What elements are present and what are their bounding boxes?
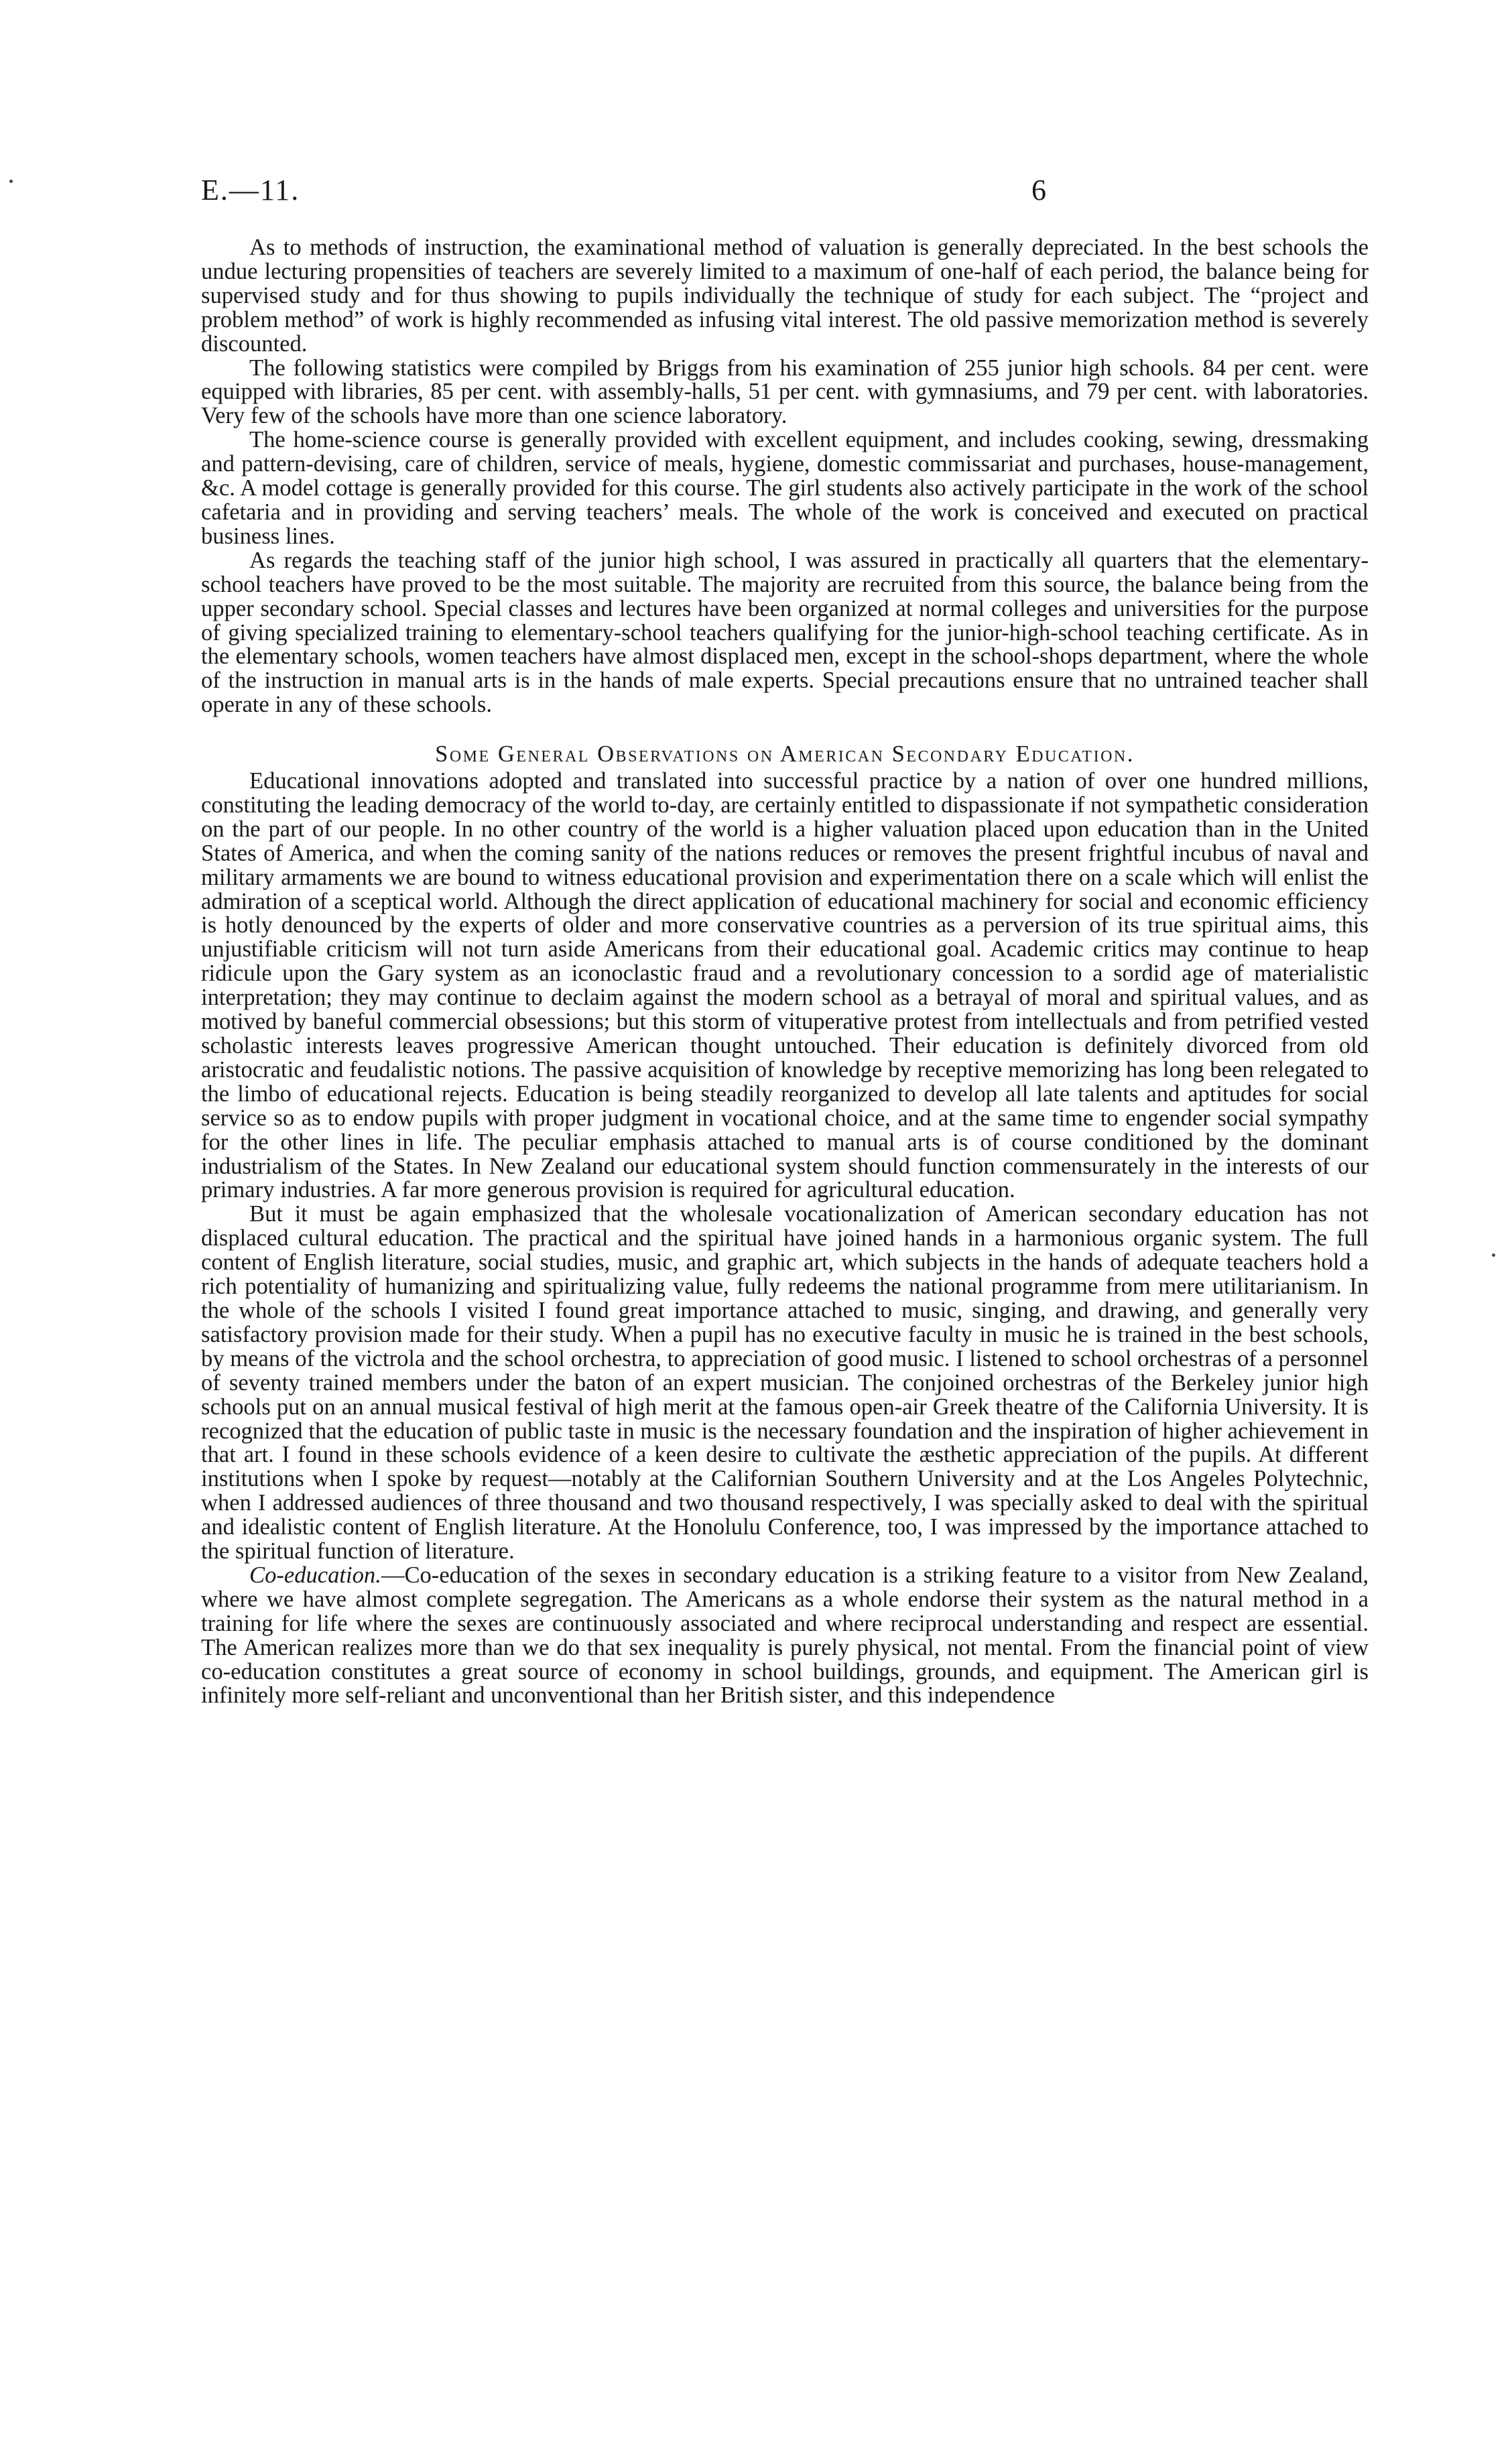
scan-speck xyxy=(1492,1253,1495,1257)
page-number: 6 xyxy=(1031,174,1046,206)
document-reference: E.—11. xyxy=(201,174,300,206)
paragraph-educational-innovations: Educational innovations adopted and translated into successful practice by a nation of over one hundred millions, constituting the leading democracy of the world to-day, are certainly entitled to dispassionate if not sympathetic consideration on the part of our people. In no other country of the world is a higher valuation placed upon education than in the United States of America, and when the coming sanity of the nations reduces or removes the present frightful incubus of naval and military armaments we are bound to witness educational provision and experimentation there on a scale which will enlist the admiration of a sceptical world. Although the direct application of educational machinery for social and economic efficiency is hotly denounced by the experts of older and more conservative countries as a perversion of its true spiritual aims, this unjustifiable criticism will not turn aside Americans from their educational goal. Academic critics may continue to heap ridicule upon the Gary system as an iconoclastic fraud and a revolutionary concession to a sordid age of materialistic interpretation; they may continue to declaim against the modern school as a betrayal of moral and spiritual values, and as motived by baneful commercial obsessions; but this storm of vituperative protest from intellectuals and from petrified vested scholastic interests leaves progressive American thought untouched. Their education is definitely divorced from old aristocratic and feudalistic notions. The passive acquisition of knowledge by receptive memorizing has long been relegated to the limbo of educational rejects. Education is being steadily reorganized to develop all late talents and aptitudes for social service so as to endow pupils with proper judgment in vocational choice, and at the same time to engender social sympathy for the other lines in life. The peculiar emphasis attached to manual arts is of course conditioned by the dominant industrialism of the States. In New Zealand our educational system should function commensurately in the interests of our primary industries. A far more generous provision is required for agricultural education. xyxy=(201,768,1369,1203)
scan-speck xyxy=(9,180,13,183)
paragraph-cultural-education: But it must be again emphasized that the wholesale vocationalization of American secondary education has not displaced cultural education. The practical and the spiritual have joined hands in a harmonious organic system. The full content of English literature, social studies, music, and graphic art, which subjects in the hands of adequate teachers hold a rich potentiality of humanizing and spiritualizing value, fully redeems the national programme from mere utilitarianism. In the whole of the schools I visited I found great importance attached to music, singing, and drawing, and generally very satisfactory provision made for their study. When a pupil has no executive faculty in music he is trained in the best schools, by means of the victrola and the school orchestra, to appreciation of good music. I listened to school orchestras of a personnel of seventy trained members under the baton of an expert musician. The conjoined orchestras of the Berkeley junior high schools put on an annual musical festival of high merit at the famous open-air Greek theatre of the California University. It is recognized that the education of public taste in music is the necessary foundation and the inspiration of higher achievement in that art. I found in these schools evidence of a keen desire to cultivate the æsthetic appreciation of the pupils. At different institutions when I spoke by request—notably at the Californian Southern University and at the Los Angeles Polytechnic, when I addressed audiences of three thousand and two thousand respectively, I was specially asked to deal with the spiritual and idealistic content of English literature. At the Honolulu Conference, too, I was impressed by the importance attached to the spiritual function of literature. xyxy=(201,1201,1369,1564)
paragraph-home-science: The home-science course is generally provided with excellent equipment, and includes cooking, sewing, dressmaking and pattern-devising, care of children, service of meals, hygiene, domestic commissariat and purchases, house-management, &c. A model cottage is generally provided for this course. The girl students also actively participate in the work of the school cafetaria and in providing and serving teachers’ meals. The whole of the work is conceived and executed on practical business lines. xyxy=(201,427,1369,549)
paragraph-briggs-statistics: The following statistics were compiled by Briggs from his examination of 255 junior high schools. 84 per cent. were equipped with libraries, 85 per cent. with assembly-halls, 51 per cent. with gymnasiums, and 79 per cent. with laboratories. Very few of the schools have more than one science laboratory. xyxy=(201,355,1369,429)
body-text xyxy=(201,236,1369,1708)
section-heading: Some General Observations on American Secondary Education. xyxy=(435,741,1135,767)
paragraph-methods-of-instruction: As to methods of instruction, the examinational method of valuation is generally depreciated. In the best schools the undue lecturing propensities of teachers are severely limited to a maximum of one-half of each period, the balance being for supervised study and for thus showing to pupils individually the technique of study for each subject. The “project and problem method” of work is highly recommended as infusing vital interest. The old passive memorization method is severely discounted. xyxy=(201,235,1369,357)
page-header xyxy=(201,173,1367,220)
paragraph-co-education xyxy=(201,1564,1369,1708)
co-education-text: —Co-education of the sexes in secondary education is a striking feature to a visitor from New Zealand, where we have almost complete segregation. The Americans as a whole endorse their system as the natural method in a training for life where the sexes are continuously associated and where reciprocal understanding and respect are essential. The American realizes more than we do that sex inequality is purely physical, not mental. From the financial point of view co-education constitutes a great source of economy in school buildings, grounds, and equipment. The American girl is infinitely more self-reliant and unconventional than her British sister, and this independence xyxy=(201,1562,1369,1709)
co-education-subhead: Co-education. xyxy=(249,1562,381,1588)
paragraph-teaching-staff: As regards the teaching staff of the junior high school, I was assured in practically all quarters that the elementary-school teachers have proved to be the most suitable. The majority are recruited from this source, the balance being from the upper secondary school. Special classes and lectures have been organized at normal colleges and universities for the purpose of giving specialized training to elementary-school teachers qualifying for the junior-high-school teaching certificate. As in the elementary schools, women teachers have almost displaced men, except in the school-shops department, where the whole of the instruction in manual arts is in the hands of male experts. Special precautions ensure that no untrained teacher shall operate in any of these schools. xyxy=(201,547,1369,718)
